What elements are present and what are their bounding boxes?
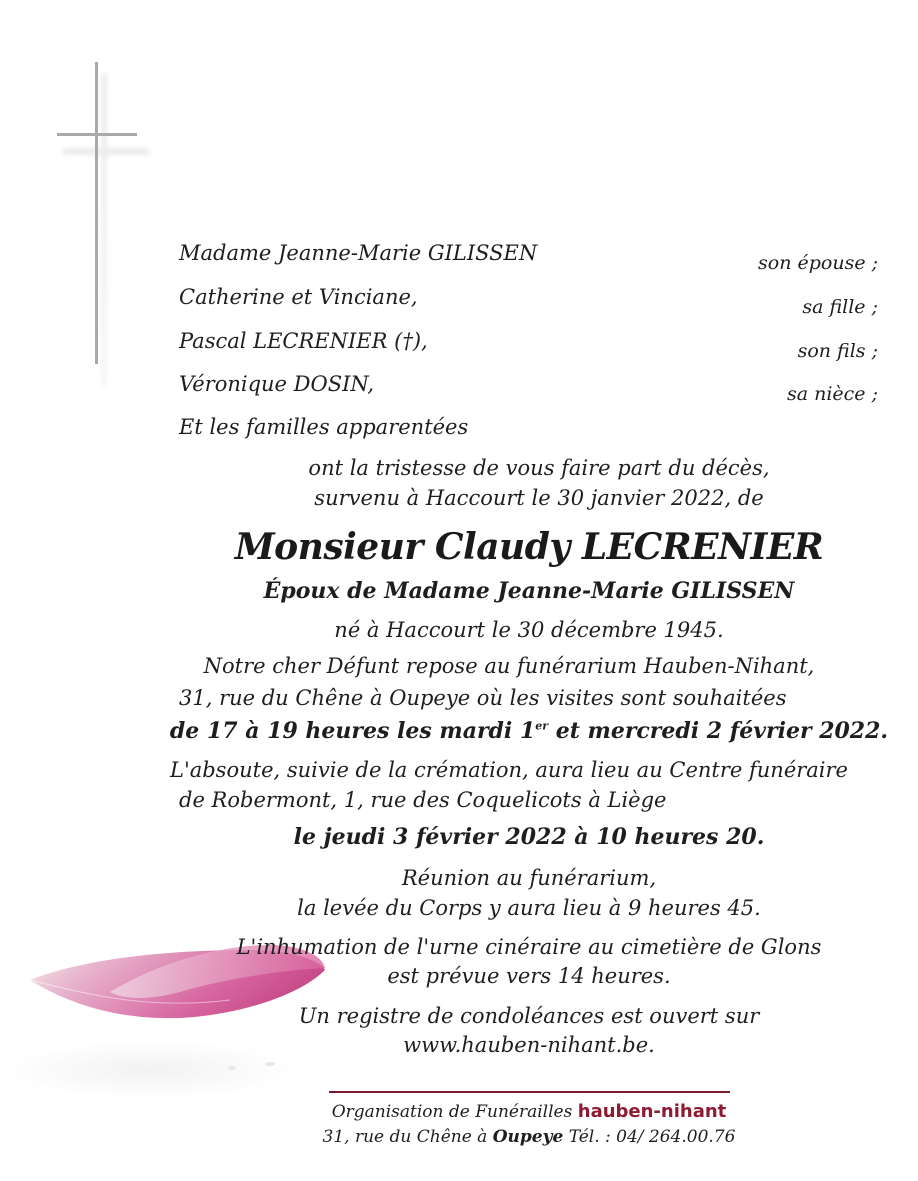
- register-url: www.hauben-nihant.be.: [403, 1033, 655, 1057]
- footer-org-label: Organisation de Funérailles: [331, 1102, 578, 1122]
- family-member-relation: sa fille ;: [802, 296, 878, 318]
- family-member-name: Véronique DOSIN,: [179, 372, 375, 396]
- announcement-line: ont la tristesse de vous faire part du décès,: [308, 456, 770, 480]
- family-member-relation: son fils ;: [797, 340, 878, 362]
- cross-shadow: [63, 148, 149, 155]
- family-member-name: Catherine et Vinciane,: [179, 285, 418, 309]
- ceremony-line: de Robermont, 1, rue des Coquelicots à Liège: [179, 788, 667, 812]
- footer-address: [0, 1127, 918, 1147]
- burial-line: est prévue vers 14 heures.: [387, 964, 671, 988]
- family-member-name: Et les familles apparentées: [179, 415, 469, 439]
- family-member-name: Madame Jeanne-Marie GILISSEN: [179, 241, 538, 265]
- deceased-name: Monsieur Claudy LECRENIER: [234, 526, 824, 568]
- visits-hours: [70, 718, 918, 744]
- visits-hours-text: de 17 à 19 heures les mardi 1: [169, 718, 536, 744]
- family-member-relation: son épouse ;: [758, 252, 878, 274]
- ceremony-date: le jeudi 3 février 2022 à 10 heures 20.: [293, 824, 765, 850]
- burial-line: L'inhumation de l'urne cinéraire au cimetière de Glons: [236, 935, 822, 959]
- visits-line: Notre cher Défunt repose au funérarium Hauben-Nihant,: [203, 654, 815, 678]
- announcement-line: survenu à Haccourt le 30 janvier 2022, de: [314, 486, 764, 510]
- visits-hours-sup: er: [535, 719, 549, 733]
- deceased-spouse: Époux de Madame Jeanne-Marie GILISSEN: [263, 578, 795, 604]
- family-member-relation: sa nièce ;: [786, 383, 878, 405]
- gathering-line: la levée du Corps y aura lieu à 9 heures 45.: [297, 896, 761, 920]
- footer-town: Oupeye: [492, 1127, 564, 1147]
- footer-organisation: [0, 1101, 918, 1122]
- cross-icon: [95, 62, 98, 364]
- footer-address-text: 31, rue du Chêne à: [322, 1127, 493, 1147]
- brand-logo: hauben-nihant: [577, 1101, 727, 1122]
- deceased-birth: né à Haccourt le 30 décembre 1945.: [334, 618, 724, 642]
- gathering-line: Réunion au funérarium,: [401, 866, 657, 890]
- visits-hours-text: et mercredi 2 février 2022.: [548, 718, 889, 744]
- cross-shadow: [101, 74, 107, 386]
- family-member-name: Pascal LECRENIER (†),: [179, 329, 428, 353]
- footer-divider: [329, 1091, 730, 1093]
- visits-line: 31, rue du Chêne à Oupeye où les visites sont souhaitées: [179, 686, 787, 710]
- footer-phone: Tél. : 04/ 264.00.76: [563, 1127, 736, 1147]
- cross-icon: [57, 133, 137, 136]
- ceremony-line: L'absoute, suivie de la crémation, aura lieu au Centre funéraire: [170, 758, 848, 782]
- register-line: Un registre de condoléances est ouvert sur: [298, 1004, 760, 1028]
